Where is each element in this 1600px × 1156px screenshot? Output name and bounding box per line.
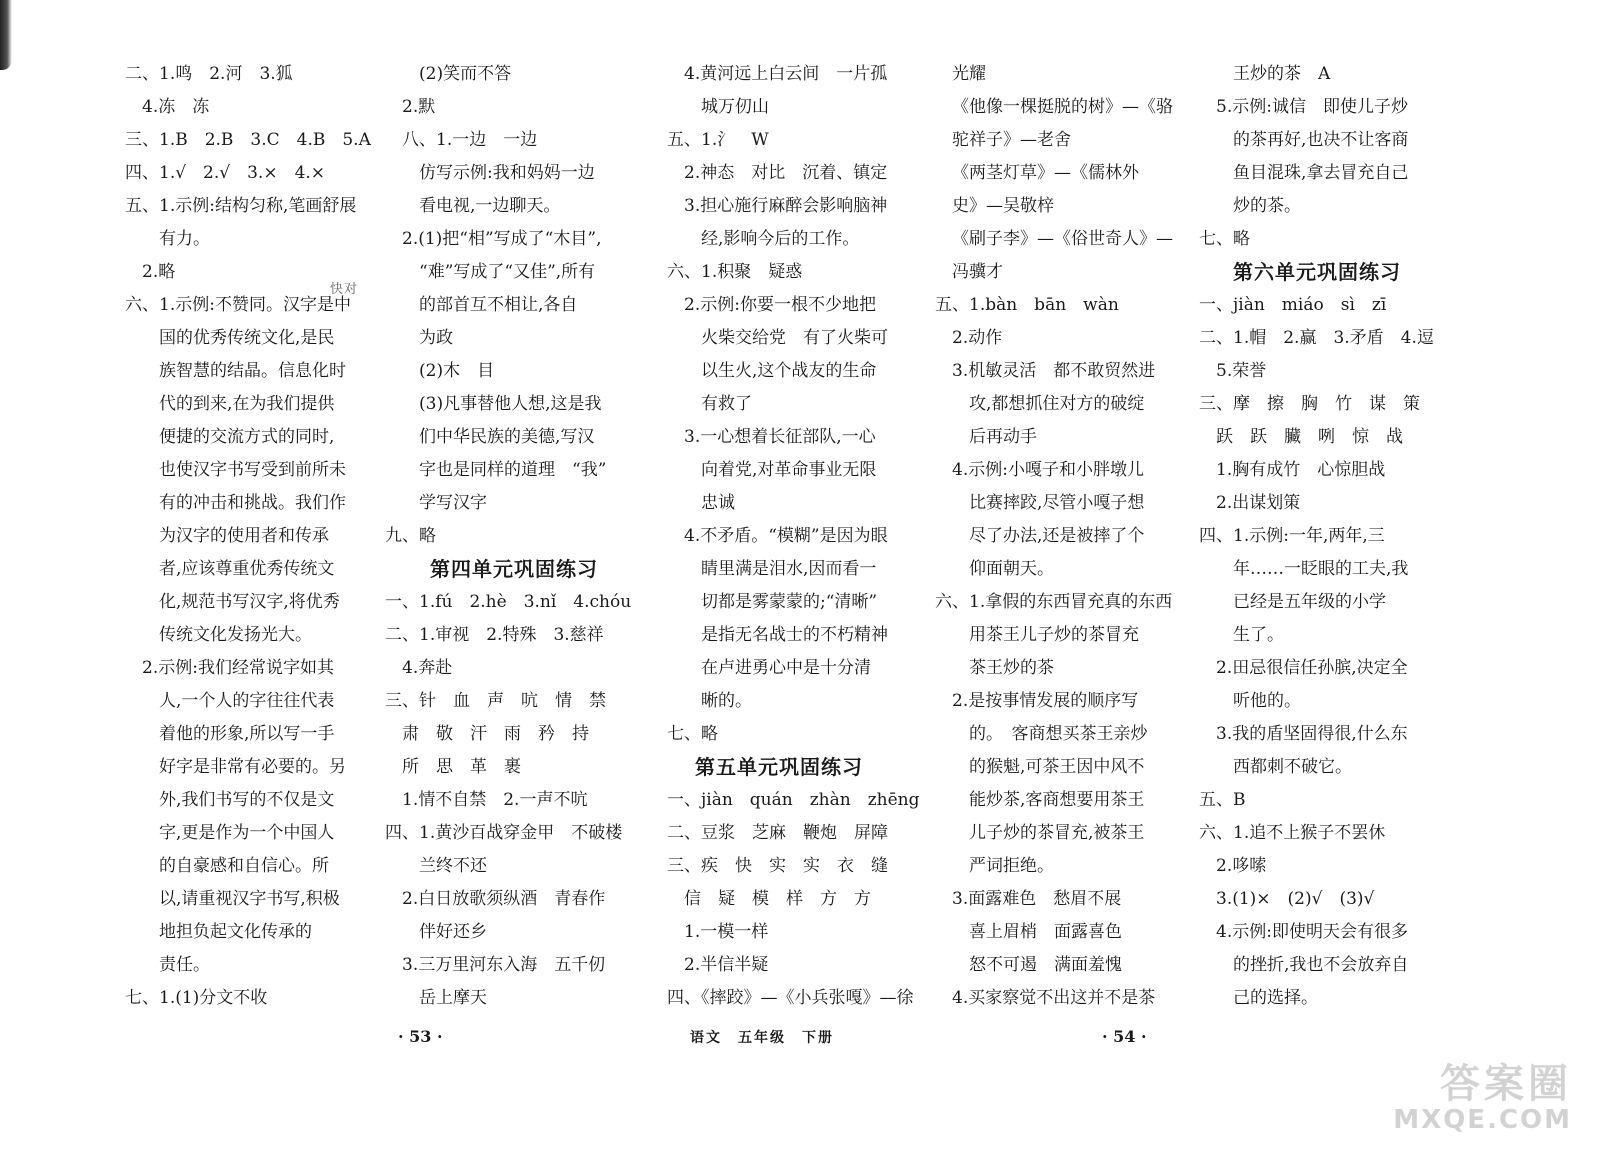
answer-line: 有救了	[701, 394, 752, 414]
answer-line: 2.(1)把“相”写成了“木目”,	[402, 229, 602, 249]
answer-line: 为政	[419, 328, 453, 348]
answer-line: 六、1.追不上猴子不罢休	[1199, 823, 1386, 843]
answer-line: 外,我们书写的不仅是文	[159, 790, 335, 810]
answer-line: 岳上摩天	[419, 988, 487, 1008]
answer-line: 用茶王儿子炒的茶冒充	[969, 625, 1139, 645]
answer-line: 《两茎灯草》—《儒林外	[952, 163, 1139, 183]
answer-line: 2.神态 对比 沉着、镇定	[684, 163, 888, 183]
answer-line: 字,更是作为一个中国人	[159, 823, 335, 843]
answer-line: 兰终不还	[419, 856, 487, 876]
answer-line: 着他的形象,所以写一手	[159, 724, 335, 744]
answer-line: 攻,都想抓住对方的破绽	[969, 394, 1145, 414]
answer-line: 史》—吴敬梓	[952, 196, 1054, 216]
answer-line: 3.机敏灵活 都不敢贸然进	[952, 361, 1156, 381]
unit-heading: 第五单元巩固练习	[695, 755, 863, 779]
answer-line: 伴好还乡	[419, 922, 487, 942]
answer-line: 便捷的交流方式的同时,	[159, 427, 335, 447]
page-number-left: · 53 ·	[398, 1027, 443, 1046]
answer-line: 的部首互不相让,各自	[419, 295, 578, 315]
answer-line: 二、1.鸣 2.河 3.狐	[125, 64, 293, 84]
answer-line: 2.半信半疑	[684, 955, 769, 975]
answer-line: 们中华民族的美德,写汉	[419, 427, 595, 447]
answer-line: 4.示例:小嘎子和小胖墩儿	[952, 460, 1144, 480]
answer-line: 4.冻 冻	[142, 97, 210, 117]
answer-line: 2.默	[402, 97, 436, 117]
answer-column-1	[108, 58, 378, 1015]
answer-line: 4.示例:即使明天会有很多	[1216, 922, 1408, 942]
answer-line: 仰面朝天。	[969, 559, 1054, 579]
answer-line: 四、《摔跤》—《小兵张嘎》—徐	[667, 988, 914, 1008]
answer-line: 五、B	[1199, 790, 1246, 810]
answer-line: 4.黄河远上白云间 一片孤	[684, 64, 888, 84]
answer-line: 三、摩 擦 胸 竹 谋 策	[1199, 394, 1420, 414]
answer-line: 三、针 血 声 吭 情 禁	[385, 691, 606, 711]
answer-line: 切都是雾蒙蒙的;“清晰”	[701, 592, 878, 612]
answer-line: 4.不矛盾。“模糊”是因为眼	[684, 526, 888, 546]
answer-line: 3.我的盾坚固得很,什么东	[1216, 724, 1408, 744]
answer-line: 看电视,一边聊天。	[419, 196, 561, 216]
answer-line: 信 疑 模 样 方 方	[684, 889, 871, 909]
answer-line: 三、1.B 2.B 3.C 4.B 5.A	[125, 130, 371, 150]
answer-line: 五、1.bàn bān wàn	[935, 295, 1119, 315]
answer-line: 一、1.fú 2.hè 3.nǐ 4.chóu	[385, 592, 632, 612]
answer-line: 2.是按事情发展的顺序写	[952, 691, 1139, 711]
answer-line: 5.示例:诚信 即使儿子炒	[1216, 97, 1408, 117]
answer-line: 地担负起文化传承的	[159, 922, 312, 942]
answer-line: 人,一个人的字往往代表	[159, 691, 335, 711]
answer-line: 2.白日放歌须纵酒 青春作	[402, 889, 606, 909]
scan-shadow-edge	[0, 0, 12, 70]
site-watermark	[1393, 1062, 1572, 1134]
answer-line: 为汉字的使用者和传承	[159, 526, 329, 546]
book-subject-footer: 语文 五年级 下册	[690, 1030, 834, 1046]
answer-line: 三、疾 快 实 实 衣 缝	[667, 856, 888, 876]
answer-line: 好字是非常有必要的。另	[159, 757, 346, 777]
answer-line: 向着党,对革命事业无限	[701, 460, 877, 480]
answer-line: 肃 敬 汗 雨 矜 持	[402, 724, 589, 744]
answer-line: 光耀	[952, 64, 986, 84]
answer-line: 经,影响今后的工作。	[701, 229, 860, 249]
answer-line: 国的优秀传统文化,是民	[159, 328, 335, 348]
answer-line: 4.买家察觉不出这并不是茶	[952, 988, 1156, 1008]
answer-line: 六、1.拿假的东西冒充真的东西	[935, 592, 1173, 612]
answer-line: 仿写示例:我和妈妈一边	[419, 163, 595, 183]
answer-line: 尽了办法,还是被摔了个	[969, 526, 1145, 546]
answer-line: 喜上眉梢 面露喜色	[969, 922, 1122, 942]
answer-line: 1.胸有成竹 心惊胆战	[1216, 460, 1386, 480]
answer-line: 是指无名战士的不朽精神	[701, 625, 888, 645]
answer-line: 生了。	[1233, 625, 1284, 645]
answer-line: 晰的。	[701, 691, 752, 711]
answer-line: 冯骥才	[952, 262, 1003, 282]
answer-line: 一、jiàn quán zhàn zhēng	[667, 790, 920, 810]
answer-line: “难”写成了“又佳”,所有	[419, 262, 596, 282]
answer-line: 2.动作	[952, 328, 1003, 348]
page-number-right: · 54 ·	[1102, 1027, 1147, 1046]
answer-line: 四、1.示例:一年,两年,三	[1199, 526, 1385, 546]
answer-line: 儿子炒的茶冒充,被茶王	[969, 823, 1145, 843]
answer-line: 炒的茶。	[1233, 196, 1301, 216]
answer-column-4	[918, 58, 1186, 1015]
answer-line: 城万仞山	[701, 97, 769, 117]
answer-line: 二、豆浆 芝麻 鞭炮 屏障	[667, 823, 888, 843]
answer-line: 七、略	[1199, 229, 1250, 249]
answer-line: 七、1.(1)分文不收	[125, 988, 268, 1008]
answer-line: 年……一眨眼的工夫,我	[1233, 559, 1409, 579]
answer-line: 西都刺不破它。	[1233, 757, 1352, 777]
answer-line: 传统文化发扬光大。	[159, 625, 312, 645]
answer-column-3	[650, 58, 920, 1015]
answer-line: 比赛摔跤,尽管小嘎子想	[969, 493, 1145, 513]
answer-line: 严词拒绝。	[969, 856, 1054, 876]
answer-line: 3.一心想着长征部队,一心	[684, 427, 876, 447]
answer-line: 五、1.示例:结构匀称,笔画舒展	[125, 196, 357, 216]
answer-line: 四、1.黄沙百战穿金甲 不破楼	[385, 823, 623, 843]
answer-line: 驼祥子》—老舍	[952, 130, 1071, 150]
answer-line: 后再动手	[969, 427, 1037, 447]
answer-line: 有的冲击和挑战。我们作	[159, 493, 346, 513]
answer-line: (2)木 目	[419, 361, 495, 381]
answer-line: 跃 跃 臟 咧 惊 战	[1216, 427, 1403, 447]
answer-line: 的茶再好,也决不让客商	[1233, 130, 1409, 150]
watermark-domain: MXQE.COM	[1393, 1105, 1572, 1135]
answer-line: 在卢进勇心中是十分清	[701, 658, 871, 678]
answer-line: 学写汉字	[419, 493, 487, 513]
unit-heading: 第四单元巩固练习	[430, 557, 598, 581]
answer-line: 茶王炒的茶	[969, 658, 1054, 678]
answer-line: 《他像一棵挺脱的树》—《骆	[952, 97, 1173, 117]
answer-line: 3.(1)× (2)√ (3)√	[1216, 889, 1375, 909]
answer-line: 2.示例:你要一根不少地把	[684, 295, 876, 315]
answer-line: 者,应该尊重优秀传统文	[159, 559, 335, 579]
answer-line: 2.略	[142, 262, 176, 282]
answer-line: 族智慧的结晶。信息化时	[159, 361, 346, 381]
answer-line: 火柴交给党 有了火柴可	[701, 328, 888, 348]
answer-line: 听他的。	[1233, 691, 1301, 711]
answer-line: 所 思 革 裹	[402, 757, 521, 777]
answer-line: 3.三万里河东入海 五千仞	[402, 955, 606, 975]
answer-line: 睛里满是泪水,因而看一	[701, 559, 877, 579]
answer-column-5	[1182, 58, 1452, 1015]
answer-line: 3.担心施行麻醉会影响脑神	[684, 196, 888, 216]
answer-line: 责任。	[159, 955, 210, 975]
answer-line: 2.示例:我们经常说字如其	[142, 658, 334, 678]
answer-line: 《刷子李》—《俗世奇人》—	[952, 229, 1173, 249]
answer-line: 字也是同样的道理 “我”	[419, 460, 607, 480]
answer-line: 二、1.帽 2.赢 3.矛盾 4.逗	[1199, 328, 1434, 348]
answer-line: 王炒的茶 A	[1233, 64, 1331, 84]
answer-line: 1.一模一样	[684, 922, 769, 942]
answer-line: 也使汉字书写受到前所未	[159, 460, 346, 480]
answer-line: 己的选择。	[1233, 988, 1318, 1008]
watermark-logo-text: 答案圈	[1440, 1061, 1572, 1107]
answer-line: 八、1.一边 一边	[402, 130, 538, 150]
answer-line: 4.奔赴	[402, 658, 453, 678]
overlay-stamp-text: 快对	[330, 282, 359, 297]
answer-line: 怒不可遏 满面羞愧	[969, 955, 1122, 975]
answer-line: 2.哆嗦	[1216, 856, 1267, 876]
answer-line: 鱼目混珠,拿去冒充自己	[1233, 163, 1409, 183]
answer-column-2	[385, 58, 643, 1015]
answer-line: 1.情不自禁 2.一声不吭	[402, 790, 588, 810]
answer-line: 七、略	[667, 724, 718, 744]
answer-line: 五、1.氵 W	[667, 130, 769, 150]
answer-line: 以,请重视汉字书写,积极	[159, 889, 340, 909]
answer-line: 九、略	[385, 526, 436, 546]
answer-line: (2)笑而不答	[419, 64, 512, 84]
answer-line: 有力。	[159, 229, 210, 249]
answer-line: 六、1.示例:不赞同。汉字是中	[125, 295, 351, 315]
unit-heading: 第六单元巩固练习	[1233, 260, 1401, 284]
answer-line: 的。 客商想买茶王亲炒	[969, 724, 1148, 744]
answer-line: 的自豪感和自信心。所	[159, 856, 329, 876]
answer-line: 化,规范书写汉字,将优秀	[159, 592, 340, 612]
answer-line: 忠诚	[701, 493, 735, 513]
answer-line: 3.面露难色 愁眉不展	[952, 889, 1122, 909]
answer-line: 2.田忌很信任孙膑,决定全	[1216, 658, 1408, 678]
answer-line: 以生火,这个战友的生命	[701, 361, 877, 381]
answer-line: 六、1.积聚 疑惑	[667, 262, 803, 282]
answer-line: (3)凡事替他人想,这是我	[419, 394, 602, 414]
answer-line: 代的到来,在为我们提供	[159, 394, 335, 414]
answer-line: 的猴魁,可茶王因中风不	[969, 757, 1145, 777]
answer-line: 一、jiàn miáo sì zī	[1199, 295, 1387, 315]
answer-line: 已经是五年级的小学	[1233, 592, 1386, 612]
answer-line: 5.荣誉	[1216, 361, 1267, 381]
answer-line: 四、1.√ 2.√ 3.× 4.×	[125, 163, 326, 183]
answer-line: 的挫折,我也不会放弃自	[1233, 955, 1409, 975]
answer-line: 2.出谋划策	[1216, 493, 1301, 513]
answer-line: 二、1.审视 2.特殊 3.慈祥	[385, 625, 604, 645]
answer-line: 能炒茶,客商想要用茶王	[969, 790, 1145, 810]
